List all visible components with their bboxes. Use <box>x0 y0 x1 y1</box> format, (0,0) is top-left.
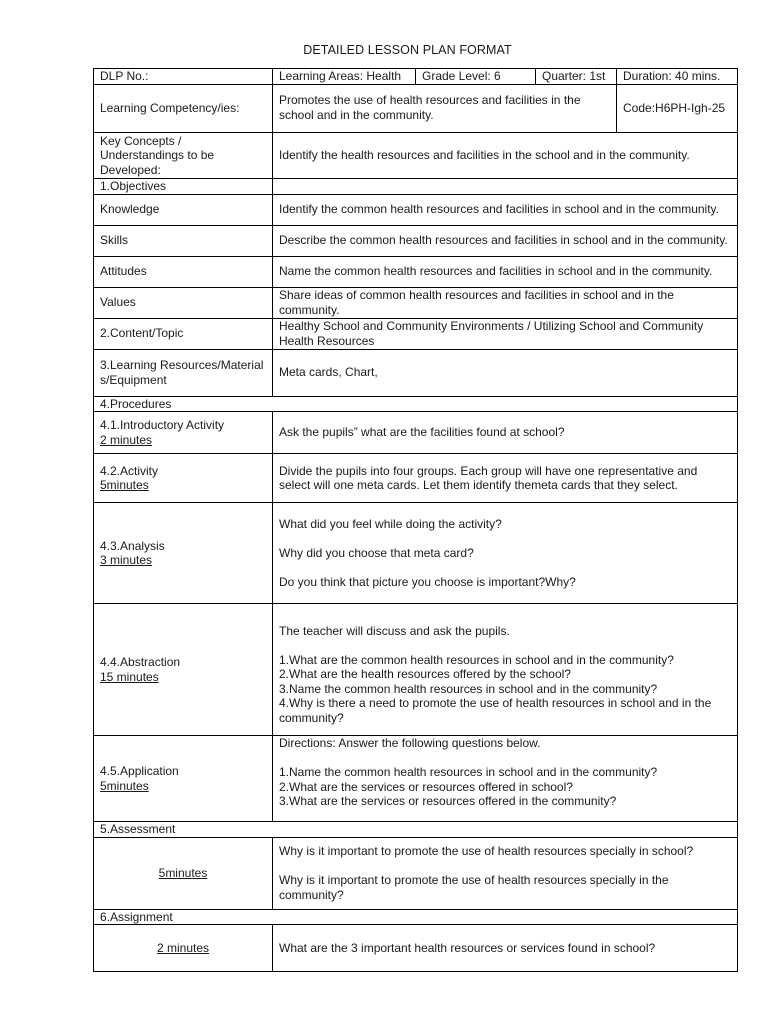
abstraction-row <box>94 604 738 736</box>
activity-text: Divide the pupils into four groups. Each group will have one representative and select will one meta cards. Let them identify themeta cards that they select. <box>273 454 738 503</box>
analysis-q2: Why did you choose that meta card? <box>279 545 474 560</box>
key-concepts-row <box>94 133 738 179</box>
abstraction-q3: 3.Name the common health resources in school and in the community? <box>279 681 658 696</box>
resources-value: Meta cards, Chart, <box>273 349 738 396</box>
activity-time: 5minutes <box>100 478 149 492</box>
intro-time: 2 minutes <box>100 432 153 447</box>
values-label: Values <box>94 287 273 318</box>
lesson-plan-table <box>93 68 738 972</box>
assessment-time: 5minutes <box>94 837 273 909</box>
analysis-questions <box>273 503 738 604</box>
abstraction-q1: 1.What are the common health resources in school and in the community? <box>279 652 674 667</box>
attitudes-row <box>94 256 738 287</box>
assignment-label: 6.Assignment <box>94 909 738 925</box>
knowledge-value: Identify the common health resources and facilities in school and in the community. <box>273 194 738 225</box>
knowledge-label: Knowledge <box>94 194 273 225</box>
abstraction-label-cell <box>94 604 273 736</box>
analysis-row <box>94 503 738 604</box>
application-questions <box>273 736 738 822</box>
activity-label: 4.2.Activity <box>100 463 159 478</box>
content-label: 2.Content/Topic <box>94 318 273 349</box>
content-row <box>94 318 738 349</box>
assessment-header-row <box>94 822 738 838</box>
abstraction-q4: 4.Why is there a need to promote the use of health resources in school and in the community? <box>279 696 712 725</box>
empty-cell <box>273 179 738 195</box>
skills-value: Describe the common health resources and facilities in school and in the community. <box>273 225 738 256</box>
key-concepts-value: Identify the health resources and facilities in the school and in the community. <box>273 133 738 179</box>
learning-areas-cell: Learning Areas: Health <box>273 69 416 85</box>
competency-code: Code:H6PH-Igh-25 <box>617 85 738 133</box>
competency-label: Learning Competency/ies: <box>94 85 273 133</box>
assessment-questions <box>273 837 738 909</box>
values-row <box>94 287 738 318</box>
intro-label: 4.1.Introductory Activity <box>100 418 225 432</box>
analysis-label: 4.3.Analysis <box>100 538 165 553</box>
activity-label-cell <box>94 454 273 503</box>
abstraction-intro: The teacher will discuss and ask the pupils. <box>279 623 510 638</box>
abstraction-label: 4.4.Abstraction <box>100 655 181 669</box>
values-value: Share ideas of common health resources and facilities in school and in the community. <box>273 287 738 318</box>
resources-label: 3.Learning Resources/Materials/Equipment <box>94 349 273 396</box>
assignment-header-row <box>94 909 738 925</box>
key-concepts-label: Key Concepts / Understandings to be Developed: <box>94 133 273 179</box>
assignment-row <box>94 925 738 972</box>
assessment-row <box>94 837 738 909</box>
attitudes-label: Attitudes <box>94 256 273 287</box>
objectives-label: 1.Objectives <box>94 179 273 195</box>
resources-row <box>94 349 738 396</box>
document-title: DETAILED LESSON PLAN FORMAT <box>303 43 512 57</box>
abstraction-time: 15 minutes <box>100 669 159 684</box>
assessment-q1: Why is it important to promote the use of health resources specially in school? <box>279 844 694 858</box>
assessment-q2: Why is it important to promote the use of health resources specially in the community? <box>279 873 669 902</box>
analysis-time: 3 minutes <box>100 553 153 567</box>
abstraction-q2: 2.What are the health resources offered by the school? <box>279 667 571 682</box>
skills-row <box>94 225 738 256</box>
activity-row <box>94 454 738 503</box>
intro-row <box>94 412 738 454</box>
grade-level-cell: Grade Level: 6 <box>416 69 536 85</box>
competency-value: Promotes the use of health resources and facilities in the school and in the community. <box>273 85 617 133</box>
knowledge-row <box>94 194 738 225</box>
dlp-no-cell: DLP No.: <box>94 69 273 85</box>
intro-text: Ask the pupils” what are the facilities found at school? <box>273 412 738 454</box>
application-q3: 3.What are the services or resources offered in the community? <box>279 794 617 808</box>
application-label: 4.5.Application <box>100 764 179 778</box>
application-row <box>94 736 738 822</box>
intro-label-cell <box>94 412 273 454</box>
analysis-label-cell <box>94 503 273 604</box>
procedures-label: 4.Procedures <box>94 396 738 412</box>
competency-row <box>94 85 738 133</box>
assessment-label: 5.Assessment <box>94 822 738 838</box>
assignment-time: 2 minutes <box>94 925 273 972</box>
procedures-header-row <box>94 396 738 412</box>
objectives-header-row <box>94 179 738 195</box>
skills-label: Skills <box>94 225 273 256</box>
assignment-q1: What are the 3 important health resources or services found in school? <box>273 925 738 972</box>
header-row <box>94 69 738 85</box>
application-q2: 2.What are the services or resources offered in school? <box>279 779 573 794</box>
application-directions: Directions: Answer the following questions below. <box>279 736 541 750</box>
abstraction-questions <box>273 604 738 736</box>
duration-cell: Duration: 40 mins. <box>617 69 738 85</box>
attitudes-value: Name the common health resources and facilities in school and in the community. <box>273 256 738 287</box>
analysis-q3: Do you think that picture you choose is important?Why? <box>279 574 576 589</box>
quarter-cell: Quarter: 1st <box>536 69 617 85</box>
application-q1: 1.Name the common health resources in school and in the community? <box>279 765 658 779</box>
application-label-cell <box>94 736 273 822</box>
application-time: 5minutes <box>100 778 149 793</box>
analysis-q1: What did you feel while doing the activity? <box>279 516 502 531</box>
content-value: Healthy School and Community Environments / Utilizing School and Community Health Resources <box>273 318 738 349</box>
